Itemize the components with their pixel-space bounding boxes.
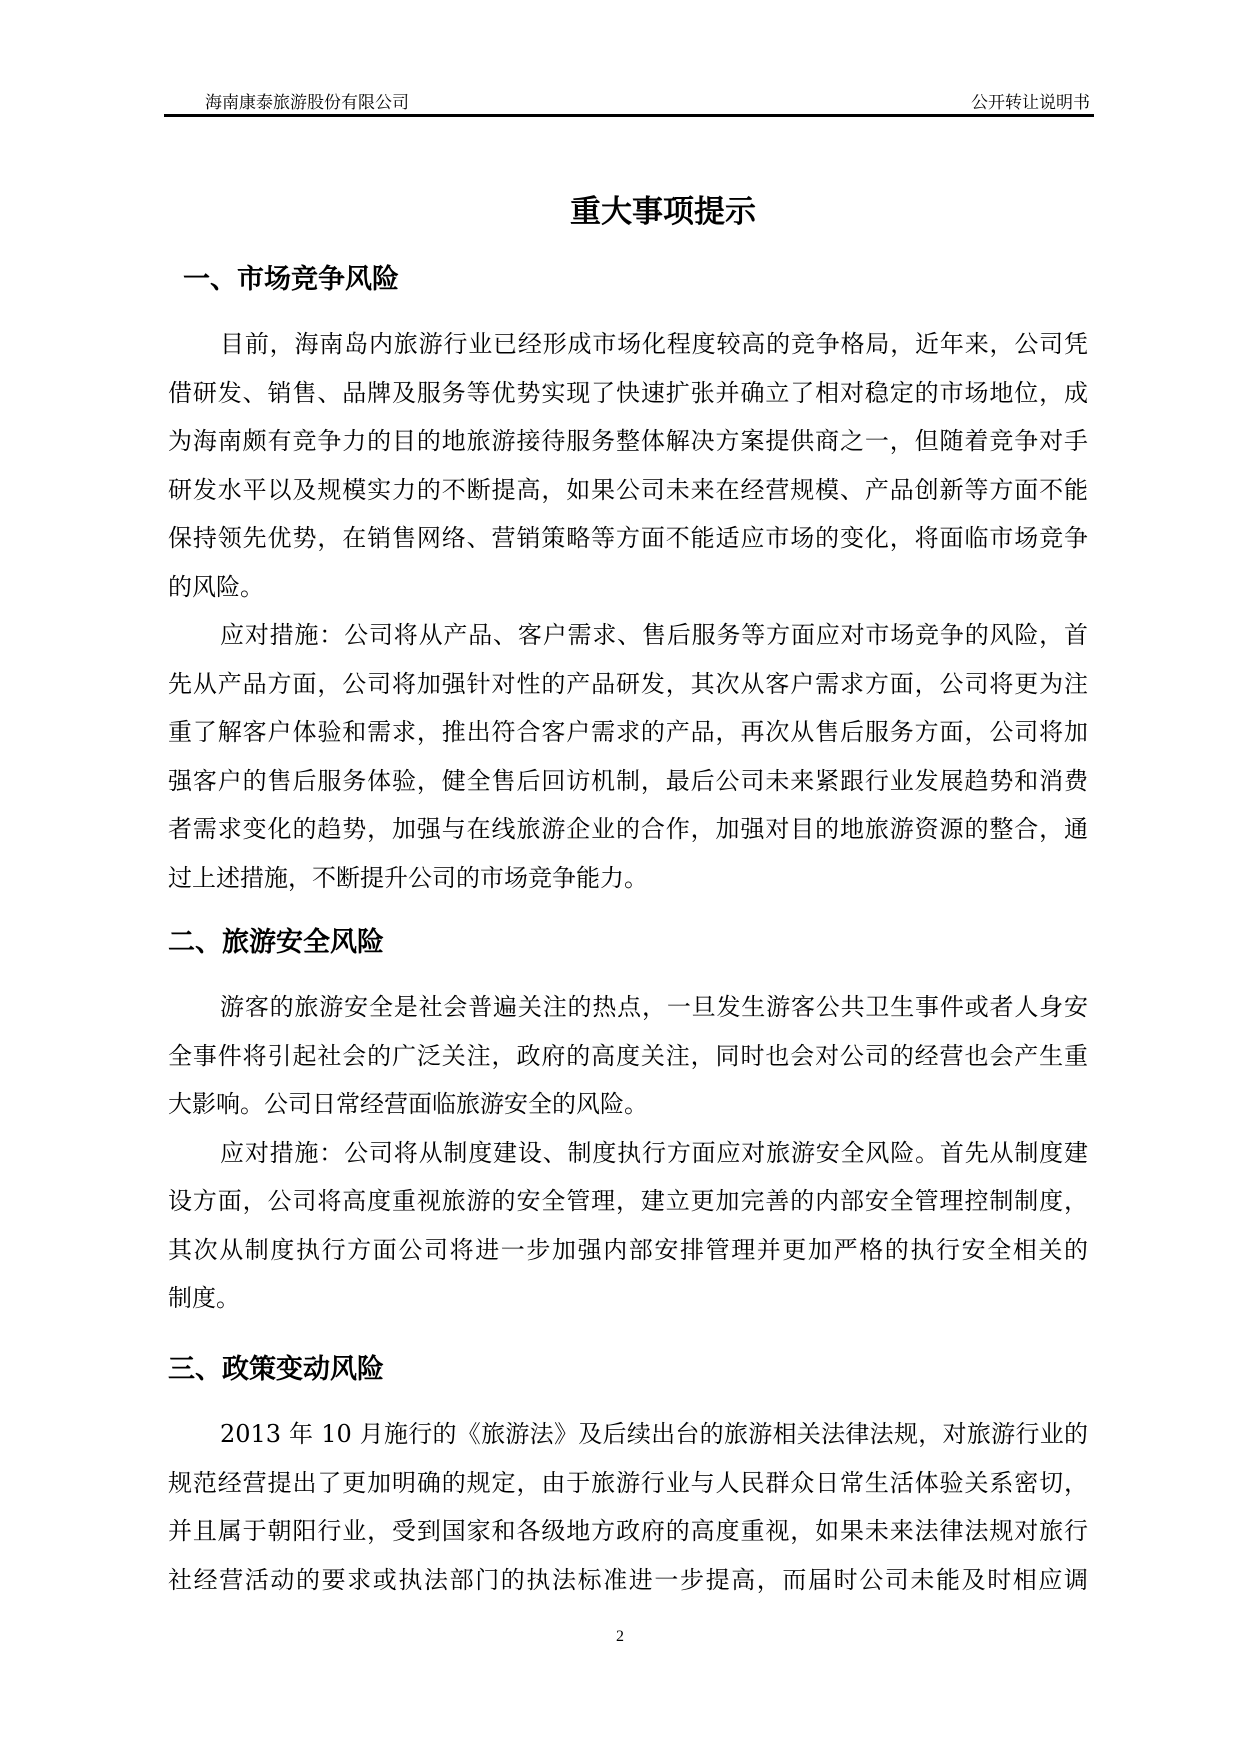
paragraph-line: 全事件将引起社会的广泛关注，政府的高度关注，同时也会对公司的经营也会产生重 (168, 1041, 1088, 1070)
paragraph-line: 者需求变化的趋势，加强与在线旅游企业的合作，加强对目的地旅游资源的整合，通 (168, 815, 1088, 843)
section-heading: 一、市场竞争风险 (183, 264, 399, 295)
paragraph-line: 研发水平以及规模实力的不断提高，如果公司未来在经营规模、产品创新等方面不能 (168, 475, 1088, 504)
page-title: 重大事项提示 (570, 194, 756, 230)
header-rule (164, 114, 1094, 117)
paragraph-line: 先从产品方面，公司将加强针对性的产品研发，其次从客户需求方面，公司将更为注 (168, 669, 1088, 698)
paragraph-line: 的风险。 (168, 572, 264, 601)
paragraph-line: 游客的旅游安全是社会普遍关注的热点，一旦发生游客公共卫生事件或者人身安 (220, 993, 1088, 1021)
paragraph-line: 制度。 (168, 1284, 240, 1312)
page-number: 2 (616, 1628, 624, 1645)
paragraph-line: 大影响。公司日常经营面临旅游安全的风险。 (168, 1090, 648, 1118)
paragraph-line: 社经营活动的要求或执法部门的执法标准进一步提高，而届时公司未能及时相应调 (168, 1565, 1088, 1594)
paragraph-line: 应对措施：公司将从产品、客户需求、售后服务等方面应对市场竞争的风险，首 (220, 621, 1088, 649)
paragraph-line: 设方面，公司将高度重视旅游的安全管理，建立更加完善的内部安全管理控制制度， (168, 1187, 1088, 1215)
paragraph-line: 强客户的售后服务体验，健全售后回访机制，最后公司未来紧跟行业发展趋势和消费 (168, 766, 1088, 795)
page-header-left: 海南康泰旅游股份有限公司 (205, 93, 409, 113)
paragraph-line: 保持领先优势，在销售网络、营销策略等方面不能适应市场的变化，将面临市场竞争 (168, 524, 1088, 552)
paragraph-line: 应对措施：公司将从制度建设、制度执行方面应对旅游安全风险。首先从制度建 (220, 1138, 1088, 1167)
section-heading: 三、政策变动风险 (168, 1354, 384, 1385)
paragraph-line: 过上述措施，不断提升公司的市场竞争能力。 (168, 863, 648, 892)
paragraph-line: 2013 年 10 月施行的《旅游法》及后续出台的旅游相关法律法规，对旅游行业的 (220, 1420, 1088, 1448)
paragraph-line: 借研发、销售、品牌及服务等优势实现了快速扩张并确立了相对稳定的市场地位，成 (168, 378, 1088, 407)
paragraph-line: 规范经营提出了更加明确的规定，由于旅游行业与人民群众日常生活体验关系密切， (168, 1468, 1088, 1497)
paragraph-line: 目前，海南岛内旅游行业已经形成市场化程度较高的竞争格局，近年来，公司凭 (220, 330, 1088, 358)
paragraph-line: 重了解客户体验和需求，推出符合客户需求的产品，再次从售后服务方面，公司将加 (168, 718, 1088, 746)
section-heading: 二、旅游安全风险 (168, 927, 384, 958)
paragraph-line: 为海南颇有竞争力的目的地旅游接待服务整体解决方案提供商之一，但随着竞争对手 (168, 427, 1088, 455)
page-header-right: 公开转让说明书 (971, 93, 1090, 113)
paragraph-line: 并且属于朝阳行业，受到国家和各级地方政府的高度重视，如果未来法律法规对旅行 (168, 1517, 1088, 1545)
paragraph-line: 其次从制度执行方面公司将进一步加强内部安排管理并更加严格的执行安全相关的 (168, 1235, 1088, 1264)
